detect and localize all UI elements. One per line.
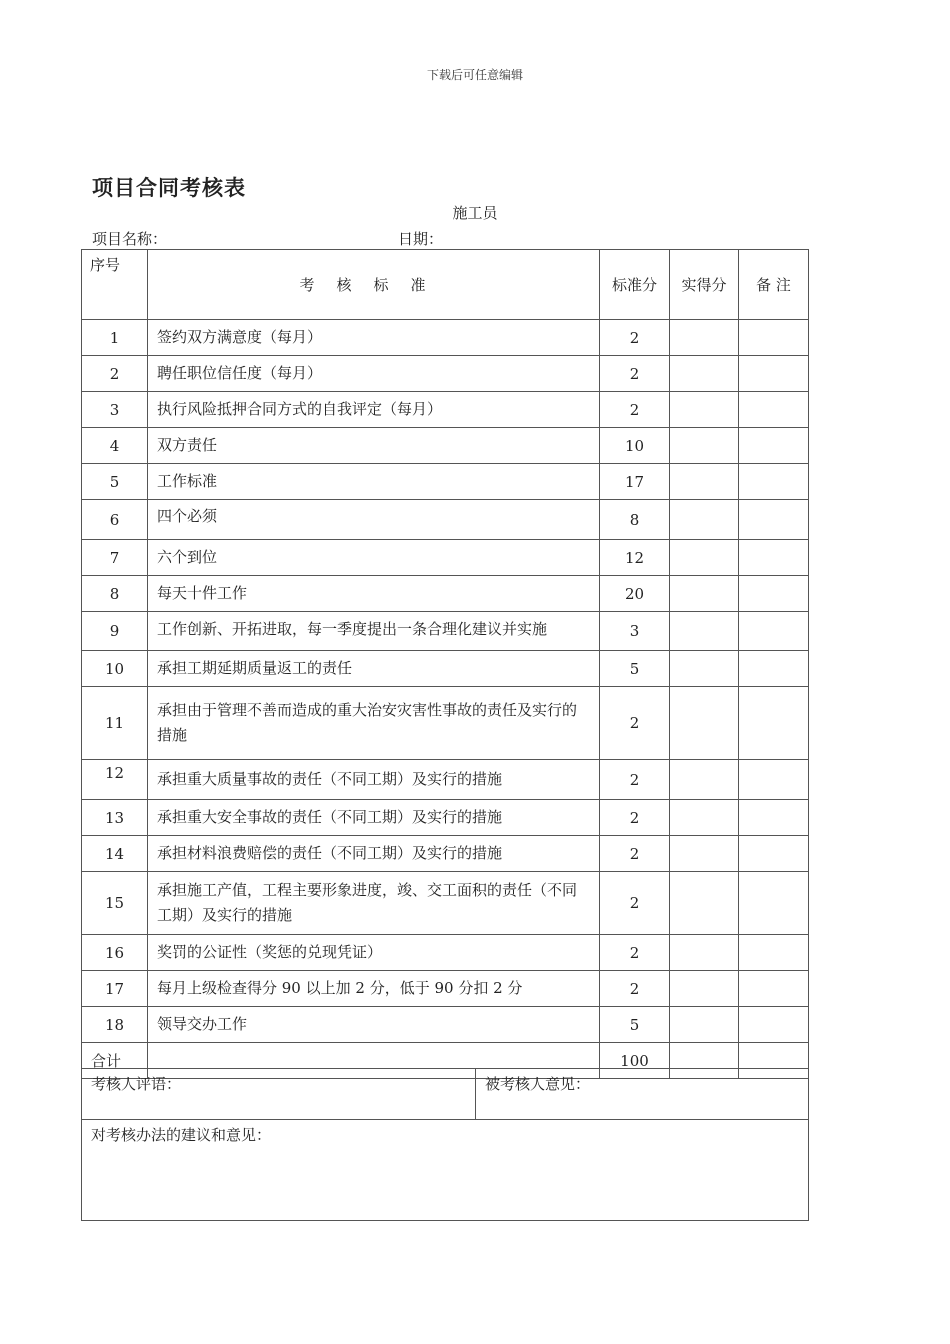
row-standard-score: 2 xyxy=(600,320,670,356)
row-actual-score-cell[interactable] xyxy=(670,356,739,392)
table-row xyxy=(82,760,809,800)
row-criterion: 双方责任 xyxy=(148,428,600,464)
row-actual-score-cell[interactable] xyxy=(670,612,739,651)
role-subtitle: 施工员 xyxy=(452,204,498,222)
row-standard-score: 17 xyxy=(600,464,670,500)
row-remark-cell[interactable] xyxy=(739,356,809,392)
table-row xyxy=(82,428,809,464)
table-header-row xyxy=(82,250,809,320)
total-label: 合计 xyxy=(82,1043,148,1079)
row-number: 2 xyxy=(82,356,148,392)
header-remark: 备 注 xyxy=(739,250,809,320)
row-number: 14 xyxy=(82,836,148,872)
table-row xyxy=(82,971,809,1007)
row-remark-cell[interactable] xyxy=(739,1007,809,1043)
row-actual-score-cell[interactable] xyxy=(670,540,739,576)
row-remark-cell[interactable] xyxy=(739,971,809,1007)
row-criterion xyxy=(148,612,600,651)
row-criterion: 每天十件工作 xyxy=(148,576,600,612)
header-standard: 考核标准 xyxy=(148,250,600,320)
row-standard-score: 2 xyxy=(600,392,670,428)
row-remark-cell[interactable] xyxy=(739,500,809,540)
table-row xyxy=(82,1007,809,1043)
row-criterion: 每月上级检查得分 90 以上加 2 分，低于 90 分扣 2 分 xyxy=(148,971,600,1007)
row-actual-score-cell[interactable] xyxy=(670,800,739,836)
row-number: 5 xyxy=(82,464,148,500)
row-criterion: 六个到位 xyxy=(148,540,600,576)
table-row xyxy=(82,651,809,687)
header-std-score: 标准分 xyxy=(600,250,670,320)
table-row xyxy=(82,935,809,971)
row-remark-cell[interactable] xyxy=(739,872,809,935)
row-standard-score: 3 xyxy=(600,612,670,651)
row-remark-cell[interactable] xyxy=(739,464,809,500)
row-actual-score-cell[interactable] xyxy=(670,464,739,500)
row-number: 12 xyxy=(82,760,148,800)
total-score: 100 xyxy=(600,1043,670,1079)
table-row xyxy=(82,540,809,576)
row-standard-score: 12 xyxy=(600,540,670,576)
row-standard-score: 5 xyxy=(600,1007,670,1043)
row-remark-cell[interactable] xyxy=(739,836,809,872)
table-row xyxy=(82,576,809,612)
row-actual-score-cell[interactable] xyxy=(670,392,739,428)
row-standard-score: 2 xyxy=(600,872,670,935)
row-remark-cell[interactable] xyxy=(739,651,809,687)
row-remark-cell[interactable] xyxy=(739,320,809,356)
row-criterion: 承担重大安全事故的责任（不同工期）及实行的措施 xyxy=(148,800,600,836)
header-actual-score: 实得分 xyxy=(670,250,739,320)
row-actual-score-cell[interactable] xyxy=(670,320,739,356)
assessor-comment-field[interactable]: 考核人评语： xyxy=(82,1069,476,1120)
row-remark-cell[interactable] xyxy=(739,935,809,971)
row-number: 4 xyxy=(82,428,148,464)
row-criterion: 承担重大质量事故的责任（不同工期）及实行的措施 xyxy=(148,760,600,800)
project-name-label: 项目名称： xyxy=(92,230,168,248)
table-row xyxy=(82,464,809,500)
row-number: 10 xyxy=(82,651,148,687)
row-number: 16 xyxy=(82,935,148,971)
header-note: 下载后可任意编辑 xyxy=(426,68,523,82)
row-remark-cell[interactable] xyxy=(739,687,809,760)
row-number: 6 xyxy=(82,500,148,540)
row-criterion: 签约双方满意度（每月） xyxy=(148,320,600,356)
row-actual-score-cell[interactable] xyxy=(670,836,739,872)
row-standard-score: 5 xyxy=(600,651,670,687)
row-standard-score: 2 xyxy=(600,935,670,971)
table-row xyxy=(82,500,809,540)
row-actual-score-cell[interactable] xyxy=(670,687,739,760)
row-criterion: 承担由于管理不善而造成的重大治安灾害性事故的责任及实行的措施 xyxy=(148,687,600,760)
row-standard-score: 2 xyxy=(600,356,670,392)
row-standard-score: 2 xyxy=(600,971,670,1007)
row-standard-score: 2 xyxy=(600,687,670,760)
page-title: 项目合同考核表 xyxy=(92,176,246,200)
row-number: 8 xyxy=(82,576,148,612)
row-standard-score: 10 xyxy=(600,428,670,464)
row-criterion: 奖罚的公证性（奖惩的兑现凭证） xyxy=(148,935,600,971)
row-criterion: 承担工期延期质量返工的责任 xyxy=(148,651,600,687)
row-criterion-text: 工作创新、开拓进取，每一季度提出一条合理化建议并实施 xyxy=(157,620,548,638)
row-number: 13 xyxy=(82,800,148,836)
row-actual-score-cell[interactable] xyxy=(670,971,739,1007)
row-criterion: 四个必须 xyxy=(148,500,600,540)
suggestions-field[interactable]: 对考核办法的建议和意见： xyxy=(82,1120,809,1221)
date-label: 日期： xyxy=(398,230,444,248)
row-number: 11 xyxy=(82,687,148,760)
row-actual-score-cell[interactable] xyxy=(670,500,739,540)
row-standard-score: 2 xyxy=(600,760,670,800)
table-row xyxy=(82,356,809,392)
table-row xyxy=(82,612,809,651)
table-row xyxy=(82,392,809,428)
row-remark-cell[interactable] xyxy=(739,612,809,651)
row-criterion: 承担施工产值，工程主要形象进度，竣、交工面积的责任（不同工期）及实行的措施 xyxy=(148,872,600,935)
header-seq: 序号 xyxy=(82,250,148,320)
assessment-table xyxy=(81,249,809,1079)
comment-table xyxy=(81,1068,809,1221)
table-row xyxy=(82,800,809,836)
row-criterion: 工作标准 xyxy=(148,464,600,500)
row-actual-score-cell[interactable] xyxy=(670,428,739,464)
row-criterion: 领导交办工作 xyxy=(148,1007,600,1043)
row-remark-cell[interactable] xyxy=(739,540,809,576)
row-remark-cell[interactable] xyxy=(739,800,809,836)
table-row xyxy=(82,320,809,356)
row-standard-score: 2 xyxy=(600,836,670,872)
row-number: 9 xyxy=(82,612,148,651)
row-criterion: 执行风险抵押合同方式的自我评定（每月） xyxy=(148,392,600,428)
table-row xyxy=(82,687,809,760)
row-number: 18 xyxy=(82,1007,148,1043)
row-number: 7 xyxy=(82,540,148,576)
row-criterion: 承担材料浪费赔偿的责任（不同工期）及实行的措施 xyxy=(148,836,600,872)
table-row xyxy=(82,836,809,872)
row-actual-score-cell[interactable] xyxy=(670,576,739,612)
row-standard-score: 20 xyxy=(600,576,670,612)
row-criterion: 聘任职位信任度（每月） xyxy=(148,356,600,392)
assessee-opinion-field[interactable]: 被考核人意见： xyxy=(476,1069,809,1120)
row-actual-score-cell[interactable] xyxy=(670,872,739,935)
row-remark-cell[interactable] xyxy=(739,392,809,428)
row-number: 3 xyxy=(82,392,148,428)
row-number: 17 xyxy=(82,971,148,1007)
row-standard-score: 8 xyxy=(600,500,670,540)
row-number: 15 xyxy=(82,872,148,935)
row-standard-score: 2 xyxy=(600,800,670,836)
table-row xyxy=(82,872,809,935)
row-remark-cell[interactable] xyxy=(739,428,809,464)
row-number: 1 xyxy=(82,320,148,356)
row-remark-cell[interactable] xyxy=(739,760,809,800)
row-actual-score-cell[interactable] xyxy=(670,760,739,800)
row-actual-score-cell[interactable] xyxy=(670,651,739,687)
row-remark-cell[interactable] xyxy=(739,576,809,612)
row-actual-score-cell[interactable] xyxy=(670,935,739,971)
row-actual-score-cell[interactable] xyxy=(670,1007,739,1043)
